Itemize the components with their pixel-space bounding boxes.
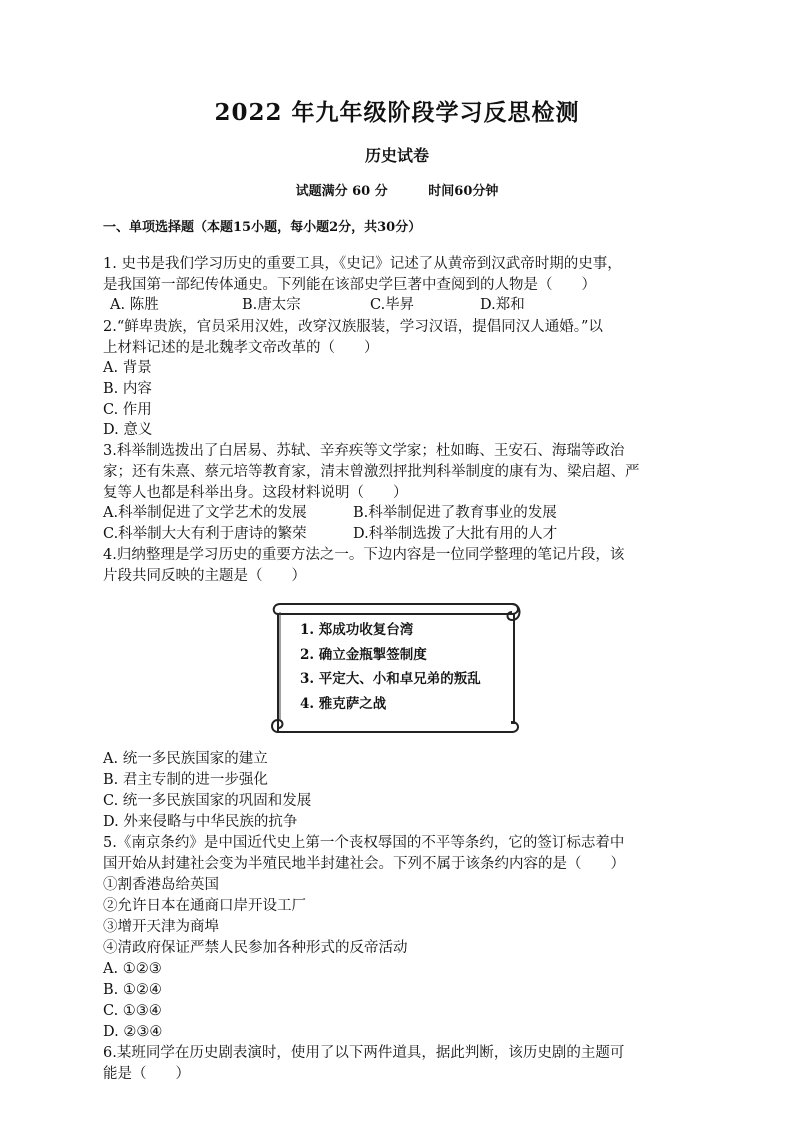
q1-option-a: A. 陈胜 — [110, 297, 159, 313]
exam-title: 2022 年九年级阶段学习反思检测 — [214, 99, 580, 126]
q1-options — [110, 295, 525, 316]
scroll-item-2: 2. 确立金瓶掣签制度 — [300, 646, 427, 663]
q1-option-c: C.毕昇 — [370, 297, 415, 313]
q3-line2: 家；还有朱熹、蔡元培等教育家，清末曾激烈抨批判科举制度的康有为、梁启超、严 — [103, 464, 640, 480]
scroll-item-4: 4. 雅克萨之战 — [300, 695, 387, 712]
q5-option-c: C. ①③④ — [103, 1003, 162, 1019]
section-heading: 一、单项选择题（本题15小题，每小题2分，共30分） — [103, 220, 422, 235]
q5-item-3: ③增开天津为商埠 — [103, 919, 219, 935]
q4-option-b: B. 君主专制的进一步强化 — [103, 772, 268, 788]
q5-line2: 国开始从封建社会变为半殖民地半封建社会。下列不属于该条约内容的是（ ） — [103, 856, 625, 872]
q5-line1: 5.《南京条约》是中国近代史上第一个丧权辱国的不平等条约，它的签订标志着中 — [103, 835, 625, 851]
q4-option-c: C. 统一多民族国家的巩固和发展 — [103, 793, 312, 809]
q3-option-c: C.科举制大大有利于唐诗的繁荣 — [103, 526, 307, 542]
q2-line1: 2.“鲜卑贵族，官员采用汉姓，改穿汉族服装，学习汉语，提倡同汉人通婚。”以 — [103, 319, 603, 335]
q3-option-b: B.科举制促进了教育事业的发展 — [353, 505, 557, 521]
q5-option-a: A. ①②③ — [103, 961, 162, 977]
q4-option-d: D. 外来侵略与中华民族的抗争 — [103, 814, 298, 830]
q6-line2: 能是（ ） — [103, 1066, 190, 1082]
q2-option-c: C. 作用 — [103, 402, 152, 418]
q2-option-a: A. 背景 — [103, 360, 152, 376]
q3-line1: 3.科举制选拨出了白居易、苏轼、辛弃疾等文学家；杜如晦、王安石、海瑞等政治 — [103, 443, 625, 459]
exam-meta — [0, 180, 794, 199]
q1-option-b: B.唐太宗 — [242, 297, 301, 313]
q1-option-d: D.郑和 — [480, 297, 525, 313]
q3-options-row2 — [103, 524, 557, 545]
q5-item-1: ①割香港岛给英国 — [103, 877, 219, 893]
time-limit: 时间60分钟 — [428, 184, 499, 199]
q5-option-b: B. ①②④ — [103, 982, 162, 998]
q3-option-a: A.科举制促进了文学艺术的发展 — [103, 505, 307, 521]
q5-item-4: ④清政府保证严禁人民参加各种形式的反帝活动 — [103, 940, 408, 956]
q3-option-d: D.科举制选拨了大批有用的人才 — [353, 526, 558, 542]
full-score: 试题满分 60 分 — [295, 184, 388, 199]
q1-line1: 1. 史书是我们学习历史的重要工具，《史记》记述了从黄帝到汉武帝时期的史事， — [103, 256, 622, 272]
q1-line2: 是我国第一部纪传体通史。下列能在该部史学巨著中查阅到的人物是（ ） — [103, 277, 596, 293]
q5-option-d: D. ②③④ — [103, 1024, 163, 1040]
scroll-item-1: 1. 郑成功收复台湾 — [300, 622, 414, 638]
q2-option-d: D. 意义 — [103, 422, 153, 438]
scroll-item-3: 3. 平定大、小和卓兄弟的叛乱 — [300, 671, 481, 687]
q2-option-b: B. 内容 — [103, 381, 152, 397]
q5-item-2: ②允许日本在通商口岸开设工厂 — [103, 898, 306, 914]
q4-option-a: A. 统一多民族国家的建立 — [103, 751, 268, 767]
q4-line2: 片段共同反映的主题是（ ） — [103, 568, 306, 584]
q6-line1: 6.某班同学在历史剧表演时，使用了以下两件道具，据此判断，该历史剧的主题可 — [103, 1045, 625, 1061]
q4-line1: 4.归纳整理是学习历史的重要方法之一。下边内容是一位同学整理的笔记片段，该 — [103, 547, 625, 563]
q3-line3: 复等人也都是科举出身。这段材料说明（ ） — [103, 485, 408, 501]
exam-subtitle: 历史试卷 — [364, 146, 429, 165]
q3-options-row1 — [103, 503, 557, 524]
q4-scroll-notes — [300, 618, 481, 716]
q2-line2: 上材料记述的是北魏孝文帝改革的（ ） — [103, 340, 379, 356]
